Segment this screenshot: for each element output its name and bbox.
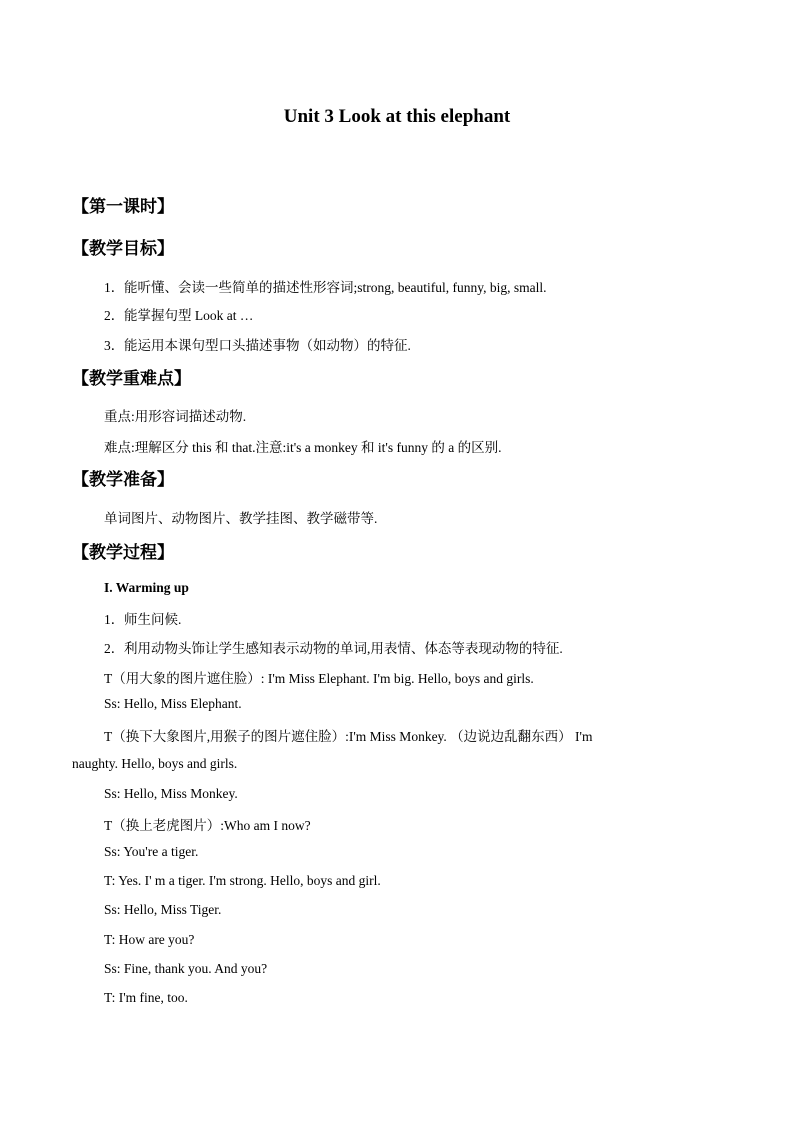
key-point-focus: 重点:用形容词描述动物.: [104, 409, 247, 424]
process-step-number: 2．: [104, 641, 125, 656]
warming-up-section-title: I. Warming up: [104, 580, 189, 595]
process-step-text: 利用动物头饰让学生感知表示动物的单词,用表情、体态等表现动物的特征.: [124, 641, 563, 656]
key-point-difficulty: 难点:理解区分 this 和 that.注意:it's a monkey 和 it's funny 的 a 的区别.: [104, 440, 502, 455]
preparation-heading: 【教学准备】: [72, 470, 174, 490]
preparation-text: 单词图片、动物图片、教学挂图、教学磁带等.: [104, 511, 378, 526]
goal-item-2: [104, 304, 253, 324]
process-step-1: [104, 608, 181, 628]
goal-item-1: [104, 276, 546, 296]
dialogue-line: Ss: Hello, Miss Monkey.: [104, 786, 238, 801]
dialogue-line: Ss: You're a tiger.: [104, 844, 199, 859]
dialogue-line: T: I'm fine, too.: [104, 990, 188, 1005]
document-title: Unit 3 Look at this elephant: [283, 106, 511, 127]
dialogue-line: T: Yes. I' m a tiger. I'm strong. Hello, boys and girl.: [104, 873, 381, 888]
goal-item-text: 能听懂、会读一些简单的描述性形容词;strong, beautiful, funny, big, small.: [124, 280, 547, 295]
key-points-heading: 【教学重难点】: [72, 369, 191, 389]
goal-item-text: 能掌握句型 Look at …: [124, 308, 254, 323]
dialogue-line: Ss: Hello, Miss Elephant.: [104, 696, 242, 711]
goal-item-3: [104, 334, 411, 354]
dialogue-line: T（换下大象图片,用猴子的图片遮住脸）:I'm Miss Monkey. （边说边乱翻东西） I'm: [104, 729, 593, 744]
goal-item-text: 能运用本课句型口头描述事物（如动物）的特征.: [124, 338, 411, 353]
process-step-text: 师生问候.: [124, 612, 182, 627]
dialogue-line: naughty. Hello, boys and girls.: [72, 756, 238, 771]
process-step-2: [104, 637, 563, 657]
dialogue-line: T（用大象的图片遮住脸）: I'm Miss Elephant. I'm big. Hello, boys and girls.: [104, 671, 534, 686]
process-heading: 【教学过程】: [72, 543, 174, 563]
lesson-heading: 【第一课时】: [72, 197, 174, 217]
dialogue-line: T: How are you?: [104, 932, 195, 947]
dialogue-line: T（换上老虎图片）:Who am I now?: [104, 818, 311, 833]
goal-item-number: 3．: [104, 338, 125, 353]
goals-heading: 【教学目标】: [72, 239, 174, 259]
process-step-number: 1．: [104, 612, 125, 627]
dialogue-line: Ss: Fine, thank you. And you?: [104, 961, 268, 976]
goal-item-number: 1．: [104, 280, 125, 295]
goal-item-number: 2．: [104, 308, 125, 323]
dialogue-line: Ss: Hello, Miss Tiger.: [104, 902, 222, 917]
